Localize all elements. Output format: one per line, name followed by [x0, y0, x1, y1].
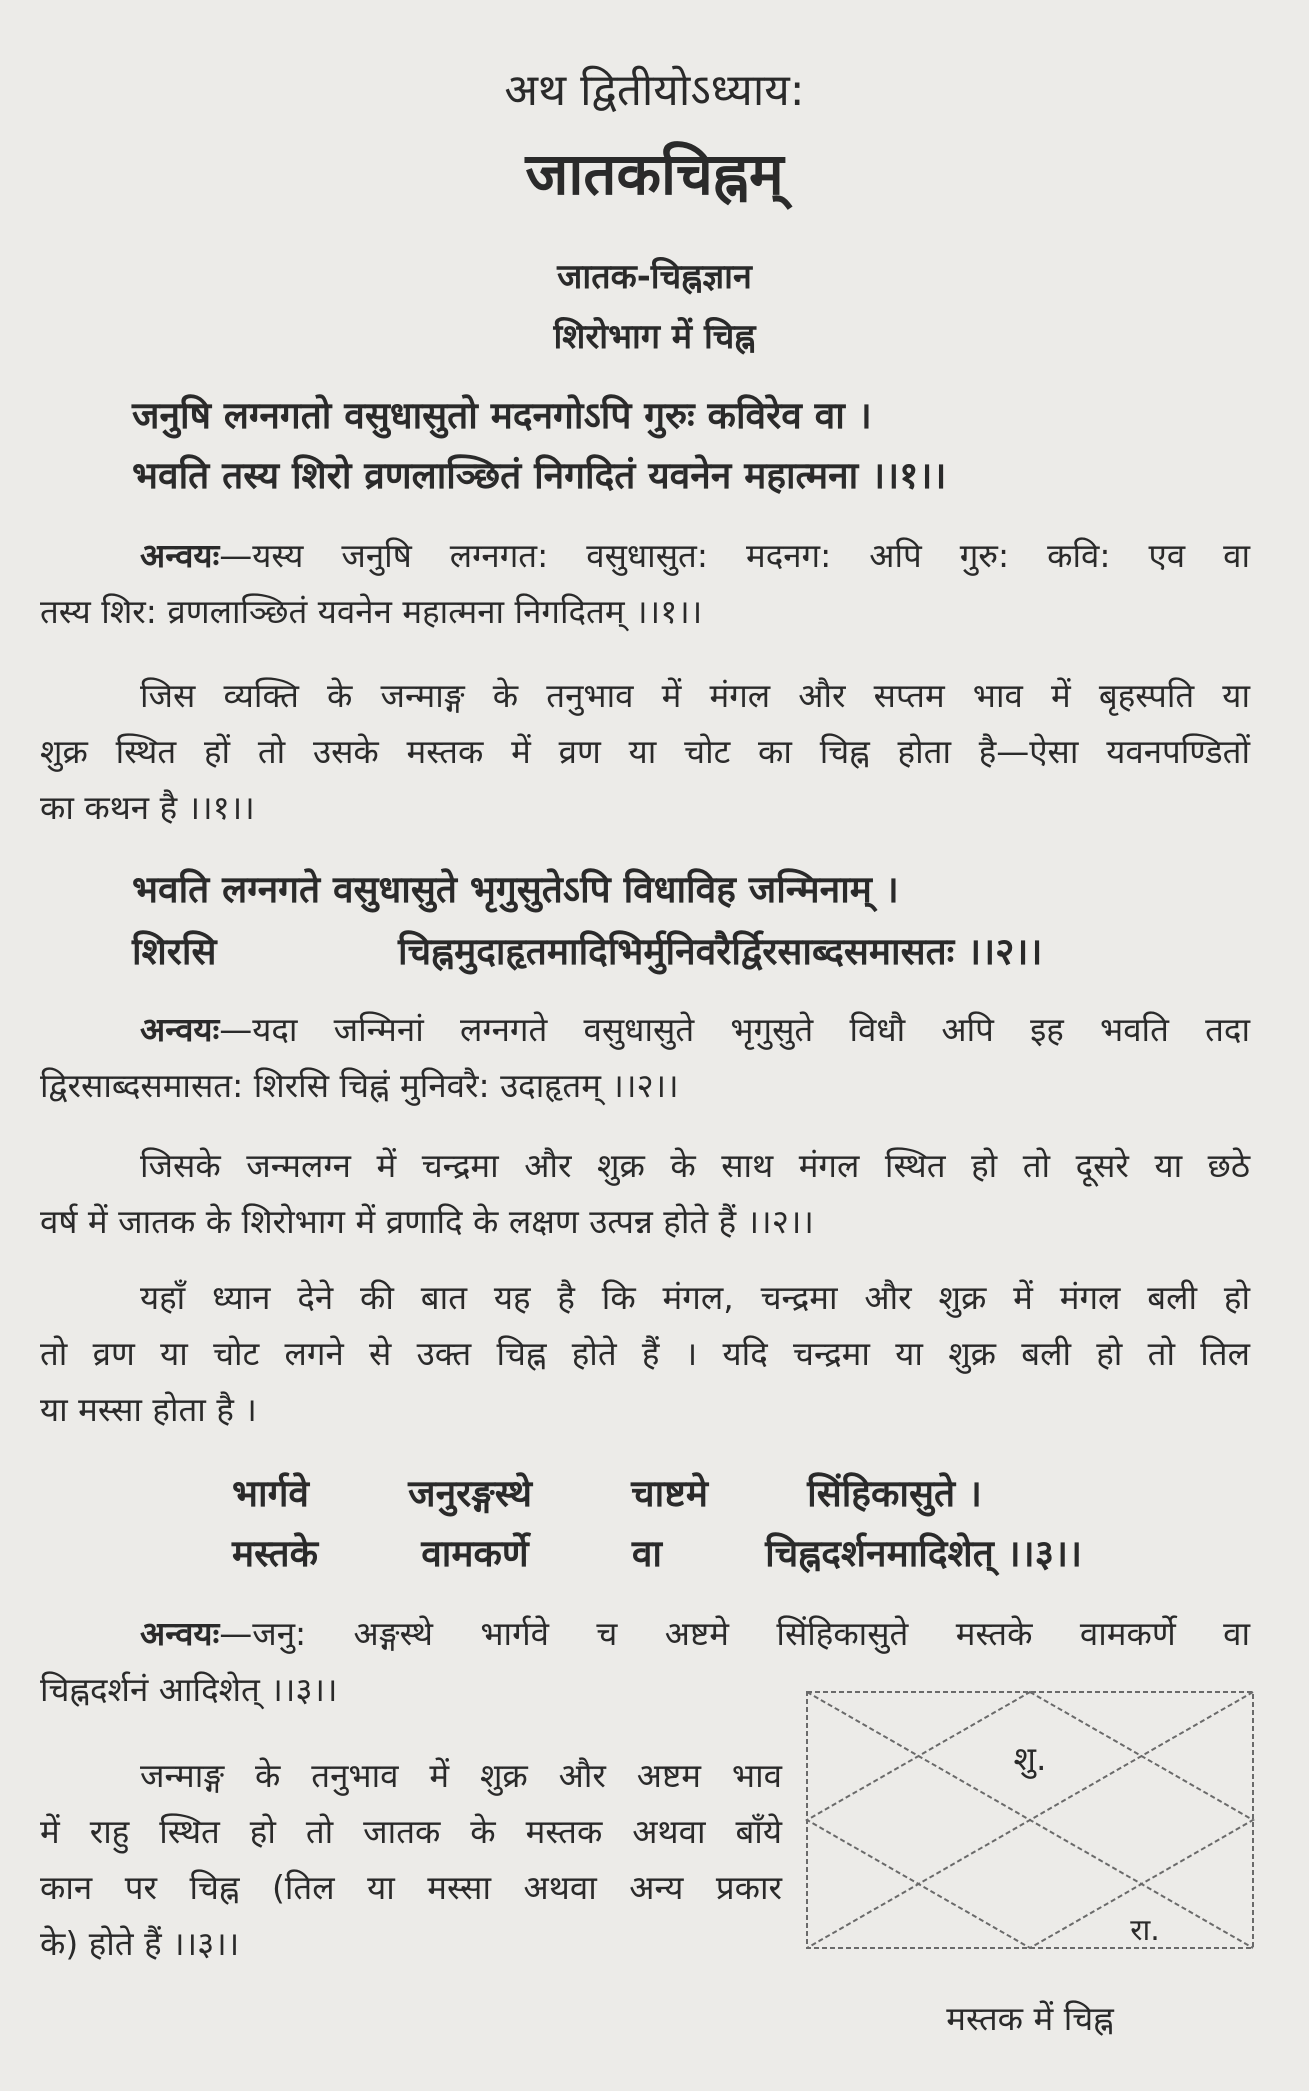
verse-2-meaning [40, 1138, 1250, 1250]
subsection-heading: शिरोभाग में चिह्न [553, 317, 756, 357]
chapter-heading: अथ द्वितीयोऽध्याय: [504, 65, 805, 116]
meaning-line: जन्माङ्ग के तनुभाव में शुक्र और अष्टम भाव [140, 1756, 782, 1795]
verse-word: सिंहिकासुते । [807, 1472, 982, 1515]
horoscope-chart-diagram [805, 1690, 1255, 1950]
verse-2-anvaya [40, 1002, 1250, 1114]
verse-2-line-2b: चिह्नमुदाहृतमादिभिर्मुनिवरैर्द्विरसाब्दसमासतः ।।२।। [398, 930, 1043, 973]
meaning-line: शुक्र स्थित हों तो उसके मस्तक में व्रण या चोट का चिह्न होता है—ऐसा यवनपण्डितों [40, 732, 1250, 771]
verse-1-line-2: भवति तस्य शिरो व्रणलाञ्छितं निगदितं यवनेन महात्मना ।।१।। [132, 454, 947, 497]
meaning-line: में राहु स्थित हो तो जातक के मस्तक अथवा बाँये [40, 1812, 782, 1851]
verse-2-line-2a: शिरसि [132, 930, 217, 973]
anvaya-text: —यदा जन्मिनां लग्नगते वसुधासुते भृगुसुते विधौ अपि इह भवति तदा [219, 1010, 1250, 1049]
meaning-line: के) होते हैं ।।३।। [40, 1924, 240, 1963]
verse-1-meaning [40, 668, 1250, 836]
chart-planet-venus: शु. [1013, 1739, 1047, 1778]
page-title: जातकचिह्नम् [525, 140, 784, 208]
verse-word: चिह्नदर्शनमादिशेत् ।।३।। [765, 1532, 1082, 1575]
chart-planet-rahu: रा. [1130, 1913, 1160, 1948]
anvaya-label: अन्वयः [140, 536, 220, 575]
verse-word: चाष्टमे [631, 1472, 708, 1515]
chart-diagonal [807, 1692, 1253, 1948]
verse-3-meaning [40, 1748, 782, 1972]
note-line: यहाँ ध्यान देने की बात यह है कि मंगल, चन्द्रमा और शुक्र में मंगल बली हो [140, 1278, 1250, 1317]
meaning-line: का कथन है ।।१।। [40, 788, 255, 827]
verse-2-note [40, 1270, 1250, 1438]
verse-word: वा [631, 1532, 662, 1575]
anvaya-text: चिह्नदर्शनं आदिशेत् ।।३।। [40, 1670, 338, 1709]
anvaya-text: तस्य शिर: व्रणलाञ्छितं यवनेन महात्मना निगदितम् ।।१।। [40, 592, 703, 631]
section-heading: जातक-चिह्नज्ञान [557, 257, 752, 297]
verse-2-line-1: भवति लग्नगते वसुधासुते भृगुसुतेऽपि विधाविह जन्मिनाम् । [132, 868, 899, 911]
chart-caption: मस्तक में चिह्न [946, 1999, 1114, 2038]
note-line: तो व्रण या चोट लगने से उक्त चिह्न होते हैं । यदि चन्द्रमा या शुक्र बली हो तो तिल [40, 1334, 1250, 1373]
meaning-line: जिस व्यक्ति के जन्माङ्ग के तनुभाव में मंगल और सप्तम भाव में बृहस्पति या [140, 676, 1250, 715]
meaning-line: जिसके जन्मलग्न में चन्द्रमा और शुक्र के साथ मंगल स्थित हो तो दूसरे या छठे [140, 1146, 1250, 1185]
meaning-line: कान पर चिह्न (तिल या मस्सा अथवा अन्य प्रकार [40, 1868, 782, 1907]
verse-word: मस्तके [232, 1532, 319, 1575]
anvaya-text: द्विरसाब्दसमासत: शिरसि चिह्नं मुनिवरै: उदाहृतम् ।।२।। [40, 1066, 679, 1105]
verse-1-line-1: जनुषि लग्नगतो वसुधासुतो मदनगोऽपि गुरुः कविरेव वा । [132, 394, 872, 437]
note-line: या मस्सा होता है । [40, 1390, 257, 1429]
verse-1-anvaya [40, 528, 1250, 640]
verse-word: भार्गवे [232, 1472, 309, 1515]
anvaya-label: अन्वयः [140, 1614, 220, 1653]
anvaya-text: —यस्य जनुषि लग्नगत: वसुधासुत: मदनग: अपि गुरु: कवि: एव वा [219, 536, 1250, 575]
verse-word: जनुरङ्गस्थे [408, 1472, 532, 1515]
anvaya-label: अन्वयः [140, 1010, 220, 1049]
horoscope-chart [805, 1690, 1255, 1950]
verse-3-line-1 [232, 1466, 982, 1517]
verse-3-line-2 [232, 1526, 1082, 1577]
meaning-line: वर्ष में जातक के शिरोभाग में व्रणादि के लक्षण उत्पन्न होते हैं ।।२।। [40, 1202, 814, 1241]
verse-word: वामकर्णे [421, 1532, 529, 1575]
anvaya-text: —जनु: अङ्गस्थे भार्गवे च अष्टमे सिंहिकासुते मस्तके वामकर्णे वा [219, 1614, 1250, 1653]
